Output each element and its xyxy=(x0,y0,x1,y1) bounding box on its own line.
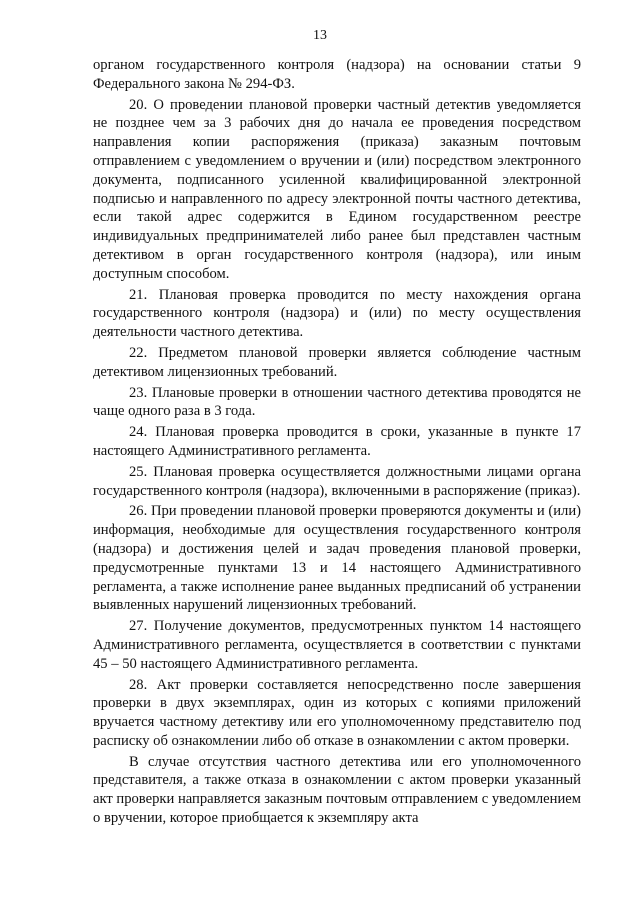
document-body xyxy=(93,56,581,830)
paragraph-item-20: 20. О проведении плановой проверки частный детектив уведомляется не позднее чем за 3 рабочих дня до начала ее проведения посредством направления копии распоряжения (приказа) заказным почтовым отправлением с уведомлением о вручении и (или) посредством электронного документа, подписанного усиленной квалифицированной электронной подписью и направленного по адресу электронной почты частного детектива, если такой адрес содержится в Едином государственном реестре индивидуальных предпринимателей либо ранее был представлен частным детективом в орган государственного контроля (надзора), или иным доступным способом. xyxy=(93,96,581,282)
paragraph-item-21: 21. Плановая проверка проводится по месту нахождения органа государственного контроля (надзора) и (или) по месту осуществления деятельности частного детектива. xyxy=(93,286,581,341)
paragraph-item-22: 22. Предметом плановой проверки является соблюдение частным детективом лицензионных требований. xyxy=(93,344,581,380)
paragraph-item-27: 27. Получение документов, предусмотренных пунктом 14 настоящего Административного регламента, осуществляется в соответствии с пунктами 45 – 50 настоящего Административного регламента. xyxy=(93,618,581,672)
paragraph-item-28: 28. Акт проверки составляется непосредственно после завершения проверки в двух экземплярах, один из которых с копиями приложений вручается частному детективу или его уполномоченному представителю под расписку об ознакомлении либо об отказе в ознакомлении с актом проверки. xyxy=(93,676,581,749)
page-number: 13 xyxy=(313,28,327,43)
paragraph-item-26: 26. При проведении плановой проверки проверяются документы и (или) информация, необходимые для осуществления государственного контроля (надзора) и достижения целей и задач проведения плановой проверки, предусмотренные пунктами 13 и 14 настоящего Административного регламента, а также исполнение ранее выданных предписаний об устранении выявленных нарушений лицензионных требований. xyxy=(93,503,581,614)
paragraph-item-24: 24. Плановая проверка проводится в сроки, указанные в пункте 17 настоящего Административного регламента. xyxy=(93,424,581,459)
paragraph-item-23: 23. Плановые проверки в отношении частного детектива проводятся не чаще одного раза в 3 года. xyxy=(93,384,581,420)
paragraph-absence-case: В случае отсутствия частного детектива или его уполномоченного представителя, а также отказа в ознакомлении с актом проверки указанный акт проверки направляется заказным почтовым отправлением с уведомлением о вручении, которое приобщается к экземпляру акта xyxy=(93,753,581,827)
paragraph-item-25: 25. Плановая проверка осуществляется должностными лицами органа государственного контроля (надзора), включенными в распоряжение (приказ). xyxy=(93,463,581,499)
paragraph-continuation: органом государственного контроля (надзора) на основании статьи 9 Федерального закона № 294-ФЗ. xyxy=(93,57,581,92)
